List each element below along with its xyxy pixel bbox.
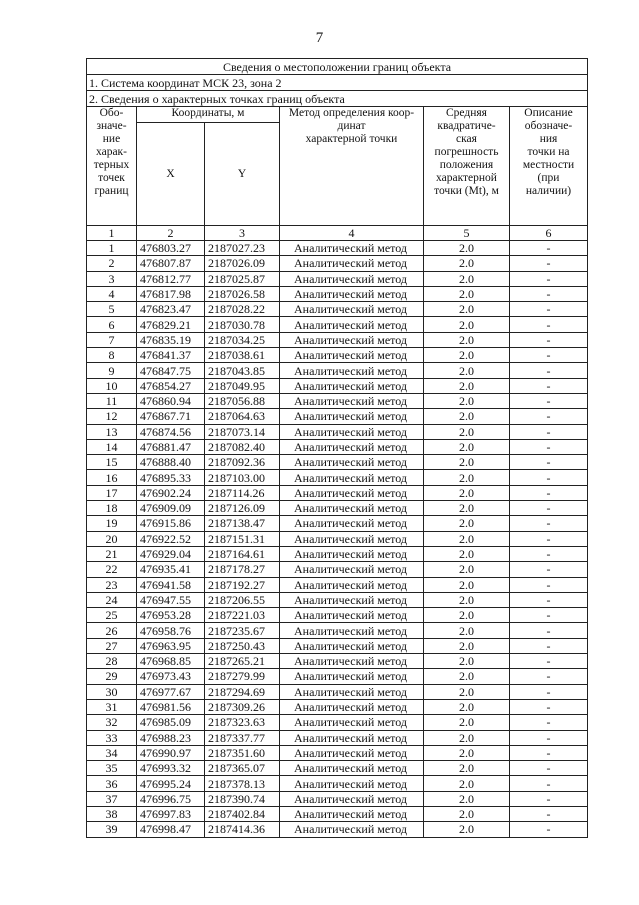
coord-y: 2187025.87	[205, 271, 280, 286]
description-cell: -	[510, 608, 588, 623]
method-cell: Аналитический метод	[280, 271, 424, 286]
method-cell: Аналитический метод	[280, 699, 424, 714]
method-cell: Аналитический метод	[280, 822, 424, 837]
method-cell: Аналитический метод	[280, 562, 424, 577]
description-cell: -	[510, 531, 588, 546]
coord-y: 2187026.09	[205, 256, 280, 271]
coord-y: 2187138.47	[205, 516, 280, 531]
coord-x: 476998.47	[137, 822, 205, 837]
error-cell: 2.0	[424, 730, 510, 745]
point-number: 37	[87, 791, 137, 806]
point-number: 13	[87, 424, 137, 439]
point-number: 22	[87, 562, 137, 577]
description-cell: -	[510, 699, 588, 714]
coord-x: 476922.52	[137, 531, 205, 546]
point-number: 20	[87, 531, 137, 546]
error-cell: 2.0	[424, 332, 510, 347]
method-cell: Аналитический метод	[280, 317, 424, 332]
description-cell: -	[510, 501, 588, 516]
description-cell: -	[510, 363, 588, 378]
error-cell: 2.0	[424, 761, 510, 776]
point-number: 1	[87, 241, 137, 256]
error-cell: 2.0	[424, 256, 510, 271]
description-cell: -	[510, 485, 588, 500]
coord-y: 2187049.95	[205, 378, 280, 393]
point-number: 7	[87, 332, 137, 347]
description-cell: -	[510, 317, 588, 332]
coord-x: 476995.24	[137, 776, 205, 791]
point-number: 23	[87, 577, 137, 592]
table-row	[87, 822, 588, 837]
table-row	[87, 485, 588, 500]
column-number: 2	[137, 226, 205, 241]
table-row	[87, 271, 588, 286]
method-cell: Аналитический метод	[280, 241, 424, 256]
method-cell: Аналитический метод	[280, 439, 424, 454]
error-cell: 2.0	[424, 516, 510, 531]
description-cell: -	[510, 715, 588, 730]
description-cell: -	[510, 439, 588, 454]
description-cell: -	[510, 378, 588, 393]
point-number: 6	[87, 317, 137, 332]
table-row	[87, 516, 588, 531]
description-cell: -	[510, 271, 588, 286]
point-number: 33	[87, 730, 137, 745]
coord-y: 2187265.21	[205, 654, 280, 669]
method-cell: Аналитический метод	[280, 286, 424, 301]
description-cell: -	[510, 546, 588, 561]
table-title: Сведения о местоположении границ объекта	[87, 59, 588, 75]
table-row	[87, 363, 588, 378]
header-description: Описание обозначе- ния точки на местности (при наличии)	[510, 107, 588, 226]
method-cell: Аналитический метод	[280, 332, 424, 347]
error-cell: 2.0	[424, 822, 510, 837]
error-cell: 2.0	[424, 317, 510, 332]
point-number: 25	[87, 608, 137, 623]
description-cell: -	[510, 455, 588, 470]
description-cell: -	[510, 393, 588, 408]
column-number: 1	[87, 226, 137, 241]
description-cell: -	[510, 409, 588, 424]
coord-x: 476803.27	[137, 241, 205, 256]
error-cell: 2.0	[424, 424, 510, 439]
coord-y: 2187279.99	[205, 669, 280, 684]
method-cell: Аналитический метод	[280, 348, 424, 363]
description-cell: -	[510, 761, 588, 776]
method-cell: Аналитический метод	[280, 424, 424, 439]
method-cell: Аналитический метод	[280, 363, 424, 378]
point-number: 11	[87, 393, 137, 408]
error-cell: 2.0	[424, 684, 510, 699]
error-cell: 2.0	[424, 531, 510, 546]
point-number: 30	[87, 684, 137, 699]
method-cell: Аналитический метод	[280, 730, 424, 745]
coord-x: 476895.33	[137, 470, 205, 485]
error-cell: 2.0	[424, 546, 510, 561]
error-cell: 2.0	[424, 455, 510, 470]
method-cell: Аналитический метод	[280, 638, 424, 653]
coord-x: 476958.76	[137, 623, 205, 638]
table-row	[87, 332, 588, 347]
method-cell: Аналитический метод	[280, 546, 424, 561]
description-cell: -	[510, 669, 588, 684]
method-cell: Аналитический метод	[280, 409, 424, 424]
table-row	[87, 424, 588, 439]
table-row	[87, 730, 588, 745]
boundary-points-table	[86, 58, 588, 838]
coord-y: 2187294.69	[205, 684, 280, 699]
coord-y: 2187064.63	[205, 409, 280, 424]
point-number: 4	[87, 286, 137, 301]
coord-x: 476835.19	[137, 332, 205, 347]
coord-x: 476817.98	[137, 286, 205, 301]
coord-y: 2187178.27	[205, 562, 280, 577]
point-number: 34	[87, 745, 137, 760]
error-cell: 2.0	[424, 378, 510, 393]
error-cell: 2.0	[424, 363, 510, 378]
coord-y: 2187043.85	[205, 363, 280, 378]
coord-x: 476807.87	[137, 256, 205, 271]
column-number: 4	[280, 226, 424, 241]
error-cell: 2.0	[424, 393, 510, 408]
coord-y: 2187378.13	[205, 776, 280, 791]
point-number: 15	[87, 455, 137, 470]
error-cell: 2.0	[424, 638, 510, 653]
error-cell: 2.0	[424, 501, 510, 516]
coord-y: 2187114.26	[205, 485, 280, 500]
description-cell: -	[510, 623, 588, 638]
coord-y: 2187221.03	[205, 608, 280, 623]
table-row	[87, 806, 588, 821]
description-cell: -	[510, 638, 588, 653]
error-cell: 2.0	[424, 470, 510, 485]
method-cell: Аналитический метод	[280, 669, 424, 684]
point-number: 28	[87, 654, 137, 669]
point-number: 9	[87, 363, 137, 378]
coordinate-system: 1. Система координат МСК 23, зона 2	[87, 75, 588, 91]
method-cell: Аналитический метод	[280, 256, 424, 271]
error-cell: 2.0	[424, 745, 510, 760]
table-row	[87, 256, 588, 271]
coord-x: 476881.47	[137, 439, 205, 454]
coord-x: 476963.95	[137, 638, 205, 653]
error-cell: 2.0	[424, 592, 510, 607]
method-cell: Аналитический метод	[280, 623, 424, 638]
coord-x: 476829.21	[137, 317, 205, 332]
table-row	[87, 393, 588, 408]
table-row	[87, 638, 588, 653]
table-row	[87, 439, 588, 454]
coord-x: 476968.85	[137, 654, 205, 669]
point-number: 17	[87, 485, 137, 500]
coord-x: 476981.56	[137, 699, 205, 714]
error-cell: 2.0	[424, 271, 510, 286]
table-row	[87, 378, 588, 393]
table-row	[87, 699, 588, 714]
error-cell: 2.0	[424, 485, 510, 500]
error-cell: 2.0	[424, 439, 510, 454]
point-number: 32	[87, 715, 137, 730]
coord-x: 476947.55	[137, 592, 205, 607]
coord-x: 476993.32	[137, 761, 205, 776]
coord-y: 2187414.36	[205, 822, 280, 837]
method-cell: Аналитический метод	[280, 455, 424, 470]
table-row	[87, 302, 588, 317]
coord-x: 476909.09	[137, 501, 205, 516]
coord-y: 2187365.07	[205, 761, 280, 776]
table-row	[87, 776, 588, 791]
coord-y: 2187073.14	[205, 424, 280, 439]
coord-y: 2187056.88	[205, 393, 280, 408]
coord-y: 2187337.77	[205, 730, 280, 745]
header-x: X	[137, 123, 205, 226]
error-cell: 2.0	[424, 302, 510, 317]
point-number: 24	[87, 592, 137, 607]
method-cell: Аналитический метод	[280, 577, 424, 592]
coord-x: 476823.47	[137, 302, 205, 317]
point-number: 3	[87, 271, 137, 286]
point-number: 35	[87, 761, 137, 776]
coord-x: 476929.04	[137, 546, 205, 561]
point-number: 26	[87, 623, 137, 638]
table-row	[87, 684, 588, 699]
coord-x: 476990.97	[137, 745, 205, 760]
description-cell: -	[510, 730, 588, 745]
description-cell: -	[510, 577, 588, 592]
point-number: 39	[87, 822, 137, 837]
method-cell: Аналитический метод	[280, 470, 424, 485]
coord-x: 476988.23	[137, 730, 205, 745]
coord-y: 2187034.25	[205, 332, 280, 347]
point-number: 8	[87, 348, 137, 363]
point-number: 36	[87, 776, 137, 791]
coord-y: 2187027.23	[205, 241, 280, 256]
coord-x: 476902.24	[137, 485, 205, 500]
point-number: 2	[87, 256, 137, 271]
table-row	[87, 455, 588, 470]
coord-y: 2187026.58	[205, 286, 280, 301]
method-cell: Аналитический метод	[280, 608, 424, 623]
header-y: Y	[205, 123, 280, 226]
table-row	[87, 501, 588, 516]
column-number: 5	[424, 226, 510, 241]
table-row	[87, 577, 588, 592]
header-coordinates: Координаты, м	[137, 107, 280, 123]
coord-y: 2187126.09	[205, 501, 280, 516]
point-number: 19	[87, 516, 137, 531]
table-row	[87, 286, 588, 301]
page-number: 7	[315, 30, 324, 46]
coord-x: 476941.58	[137, 577, 205, 592]
coord-x: 476953.28	[137, 608, 205, 623]
coord-y: 2187309.26	[205, 699, 280, 714]
coord-y: 2187082.40	[205, 439, 280, 454]
coord-y: 2187402.84	[205, 806, 280, 821]
point-number: 38	[87, 806, 137, 821]
coord-y: 2187038.61	[205, 348, 280, 363]
method-cell: Аналитический метод	[280, 761, 424, 776]
coord-y: 2187164.61	[205, 546, 280, 561]
table-row	[87, 669, 588, 684]
table-row	[87, 791, 588, 806]
error-cell: 2.0	[424, 715, 510, 730]
point-number: 14	[87, 439, 137, 454]
coord-x: 476985.09	[137, 715, 205, 730]
method-cell: Аналитический метод	[280, 684, 424, 699]
coord-x: 476915.86	[137, 516, 205, 531]
description-cell: -	[510, 776, 588, 791]
error-cell: 2.0	[424, 348, 510, 363]
coord-x: 476977.67	[137, 684, 205, 699]
coord-x: 476860.94	[137, 393, 205, 408]
coord-x: 476867.71	[137, 409, 205, 424]
coord-y: 2187390.74	[205, 791, 280, 806]
table-row	[87, 409, 588, 424]
table-row	[87, 623, 588, 638]
method-cell: Аналитический метод	[280, 393, 424, 408]
error-cell: 2.0	[424, 699, 510, 714]
error-cell: 2.0	[424, 669, 510, 684]
description-cell: -	[510, 256, 588, 271]
description-cell: -	[510, 806, 588, 821]
header-method: Метод определения коор- динат характерной точки	[280, 107, 424, 226]
coord-y: 2187092.36	[205, 455, 280, 470]
method-cell: Аналитический метод	[280, 378, 424, 393]
table-row	[87, 654, 588, 669]
description-cell: -	[510, 424, 588, 439]
coord-y: 2187028.22	[205, 302, 280, 317]
error-cell: 2.0	[424, 241, 510, 256]
column-number: 6	[510, 226, 588, 241]
point-number: 29	[87, 669, 137, 684]
error-cell: 2.0	[424, 806, 510, 821]
description-cell: -	[510, 348, 588, 363]
table-row	[87, 745, 588, 760]
method-cell: Аналитический метод	[280, 302, 424, 317]
coord-x: 476973.43	[137, 669, 205, 684]
table-row	[87, 470, 588, 485]
table-row	[87, 348, 588, 363]
error-cell: 2.0	[424, 654, 510, 669]
coord-y: 2187351.60	[205, 745, 280, 760]
point-number: 27	[87, 638, 137, 653]
coord-x: 476997.83	[137, 806, 205, 821]
table-row	[87, 715, 588, 730]
method-cell: Аналитический метод	[280, 715, 424, 730]
method-cell: Аналитический метод	[280, 592, 424, 607]
coord-x: 476841.37	[137, 348, 205, 363]
error-cell: 2.0	[424, 791, 510, 806]
description-cell: -	[510, 470, 588, 485]
point-number: 10	[87, 378, 137, 393]
coord-x: 476996.75	[137, 791, 205, 806]
method-cell: Аналитический метод	[280, 791, 424, 806]
point-number: 16	[87, 470, 137, 485]
coord-y: 2187323.63	[205, 715, 280, 730]
table-row	[87, 592, 588, 607]
point-number: 21	[87, 546, 137, 561]
method-cell: Аналитический метод	[280, 531, 424, 546]
table-row	[87, 608, 588, 623]
table-row	[87, 761, 588, 776]
error-cell: 2.0	[424, 286, 510, 301]
coord-x: 476812.77	[137, 271, 205, 286]
error-cell: 2.0	[424, 776, 510, 791]
description-cell: -	[510, 562, 588, 577]
point-number: 31	[87, 699, 137, 714]
coord-y: 2187103.00	[205, 470, 280, 485]
description-cell: -	[510, 684, 588, 699]
method-cell: Аналитический метод	[280, 501, 424, 516]
error-cell: 2.0	[424, 409, 510, 424]
error-cell: 2.0	[424, 562, 510, 577]
description-cell: -	[510, 302, 588, 317]
table-row	[87, 317, 588, 332]
description-cell: -	[510, 516, 588, 531]
coord-x: 476854.27	[137, 378, 205, 393]
error-cell: 2.0	[424, 623, 510, 638]
coord-y: 2187206.55	[205, 592, 280, 607]
point-number: 5	[87, 302, 137, 317]
method-cell: Аналитический метод	[280, 806, 424, 821]
point-number: 18	[87, 501, 137, 516]
header-error: Средняя квадратиче- ская погрешность положения характерной точки (Mt), м	[424, 107, 510, 226]
error-cell: 2.0	[424, 577, 510, 592]
method-cell: Аналитический метод	[280, 745, 424, 760]
coord-y: 2187192.27	[205, 577, 280, 592]
error-cell: 2.0	[424, 608, 510, 623]
description-cell: -	[510, 654, 588, 669]
description-cell: -	[510, 332, 588, 347]
method-cell: Аналитический метод	[280, 516, 424, 531]
description-cell: -	[510, 745, 588, 760]
coord-y: 2187235.67	[205, 623, 280, 638]
method-cell: Аналитический метод	[280, 654, 424, 669]
column-number: 3	[205, 226, 280, 241]
description-cell: -	[510, 241, 588, 256]
description-cell: -	[510, 822, 588, 837]
description-cell: -	[510, 791, 588, 806]
header-point-designation: Обо- значе- ние харак- терных точек границ	[87, 107, 137, 226]
coord-x: 476935.41	[137, 562, 205, 577]
method-cell: Аналитический метод	[280, 776, 424, 791]
coord-y: 2187250.43	[205, 638, 280, 653]
coord-y: 2187030.78	[205, 317, 280, 332]
coord-x: 476888.40	[137, 455, 205, 470]
method-cell: Аналитический метод	[280, 485, 424, 500]
coord-x: 476847.75	[137, 363, 205, 378]
section-title: 2. Сведения о характерных точках границ объекта	[87, 91, 588, 107]
description-cell: -	[510, 286, 588, 301]
table-row	[87, 562, 588, 577]
description-cell: -	[510, 592, 588, 607]
table-row	[87, 241, 588, 256]
table-row	[87, 546, 588, 561]
table-row	[87, 531, 588, 546]
coord-y: 2187151.31	[205, 531, 280, 546]
point-number: 12	[87, 409, 137, 424]
coord-x: 476874.56	[137, 424, 205, 439]
